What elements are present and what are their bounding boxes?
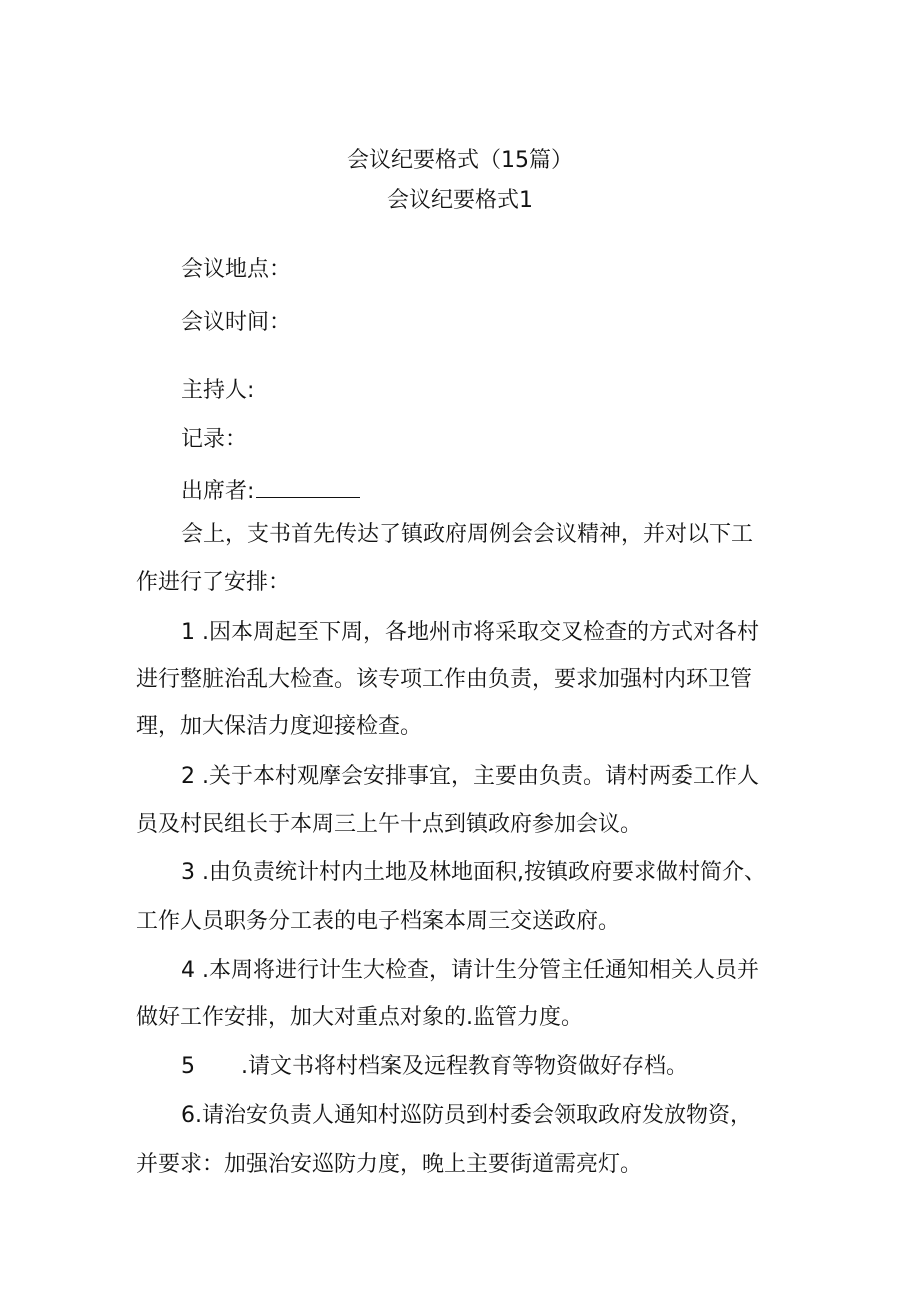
item-4-line-2: 做好工作安排，加大对重点对象的.监管力度。	[136, 1005, 583, 1030]
item-5-number: 5	[181, 1054, 195, 1079]
item-6-line-1: 6.请治安负责人通知村巡防员到村委会领取政府发放物资，	[181, 1103, 752, 1128]
item-1-line-3: 理，加大保洁力度迎接检查。	[136, 714, 423, 739]
document-title: 会议纪要格式（15篇）	[347, 148, 573, 173]
intro-line-1: 会上，支书首先传达了镇政府周例会会议精神，并对以下工	[181, 522, 754, 547]
item-5-text: .请文书将村档案及远程教育等物资做好存档。	[241, 1054, 688, 1079]
item-6-line-2: 并要求：加强治安巡防力度，晚上主要街道需亮灯。	[136, 1152, 643, 1177]
item-5-line	[181, 1052, 688, 1082]
item-1-line-2: 进行整脏治乱大检查。该专项工作由负责，要求加强村内环卫管	[136, 667, 753, 692]
record-label: 记录：	[181, 427, 248, 452]
host-label: 主持人:	[181, 378, 255, 403]
attendees-blank-line	[256, 475, 360, 498]
attendees-field	[181, 475, 360, 507]
item-3-line-2: 工作人员职务分工表的电子档案本周三交送政府。	[136, 909, 621, 934]
item-2-line-1: 2 .关于本村观摩会安排事宜，主要由负责。请村两委工作人	[181, 764, 759, 789]
item-3-line-1: 3 .由负责统计村内土地及林地面积,按镇政府要求做村简介、	[181, 860, 766, 885]
meeting-location-label: 会议地点：	[181, 257, 292, 282]
item-1-line-1: 1 .因本周起至下周，各地州市将采取交叉检查的方式对各村	[181, 620, 759, 645]
meeting-time-label: 会议时间：	[181, 310, 292, 335]
intro-line-2: 作进行了安排：	[136, 570, 291, 595]
item-2-line-2: 员及村民组长于本周三上午十点到镇政府参加会议。	[136, 812, 643, 837]
attendees-label: 出席者:	[181, 479, 255, 504]
item-4-line-1: 4 .本周将进行计生大检查，请计生分管主任通知相关人员并	[181, 958, 759, 983]
document-subtitle: 会议纪要格式1	[387, 188, 533, 213]
